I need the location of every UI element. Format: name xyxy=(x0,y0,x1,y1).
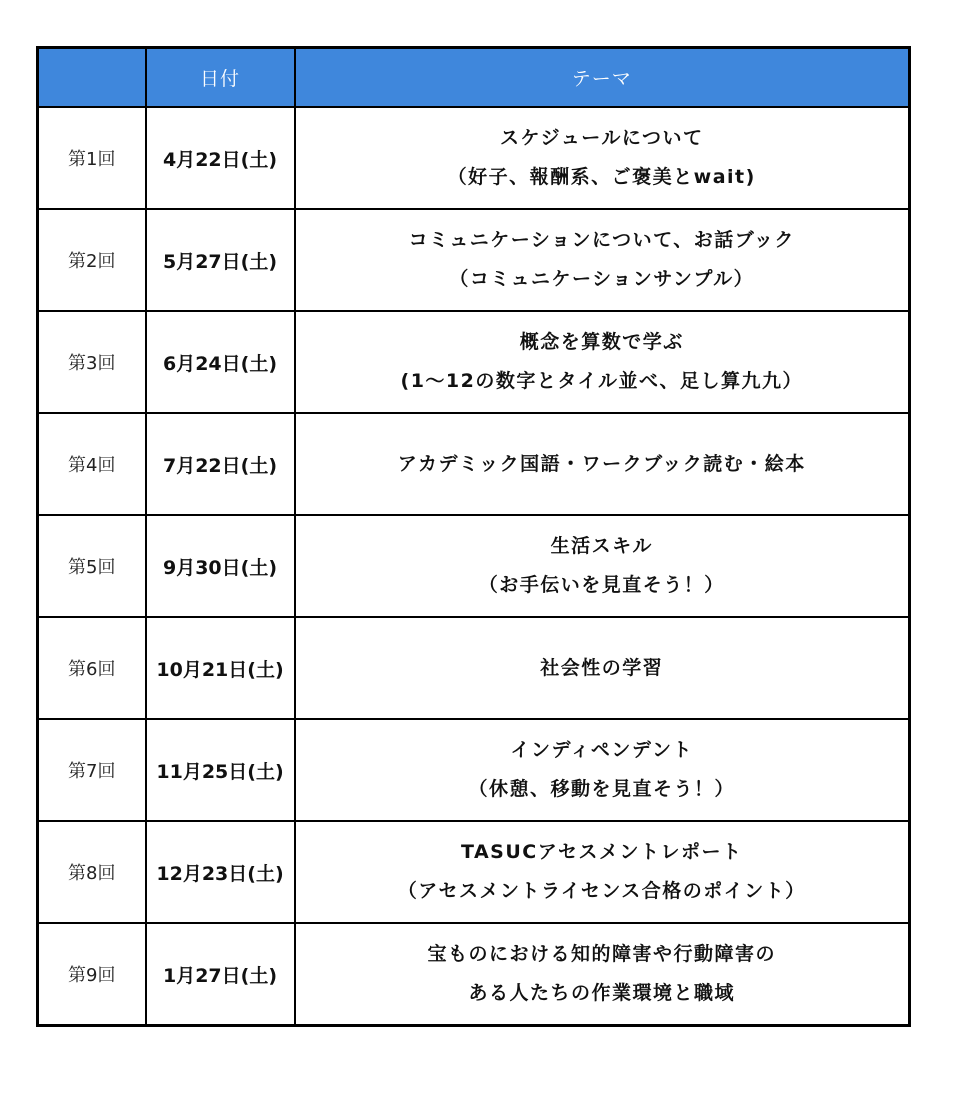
session-number: 第2回 xyxy=(38,209,146,311)
session-date: 1月27日(土) xyxy=(146,923,295,1026)
table-header xyxy=(38,48,910,108)
theme-line: （休憩、移動を見直そう！） xyxy=(468,778,735,800)
session-number: 第4回 xyxy=(38,413,146,515)
session-number: 第7回 xyxy=(38,719,146,821)
theme-line: TASUCアセスメントレポート xyxy=(460,841,743,863)
theme-line: コミュニケーションについて、お話ブック xyxy=(408,229,795,251)
header-date: 日付 xyxy=(146,48,295,108)
theme-line: 宝ものにおける知的障害や行動障害の xyxy=(427,943,776,965)
theme-line: 生活スキル xyxy=(550,535,653,557)
table-row xyxy=(38,209,910,311)
theme-line: （アセスメントライセンス合格のポイント） xyxy=(397,880,806,902)
session-theme xyxy=(295,209,910,311)
table-row xyxy=(38,821,910,923)
session-theme xyxy=(295,617,910,719)
theme-line: （お手伝いを見直そう！） xyxy=(478,574,725,596)
theme-line: インディペンデント xyxy=(510,739,694,761)
table-row xyxy=(38,413,910,515)
theme-line: ある人たちの作業環境と職域 xyxy=(468,982,735,1004)
session-number: 第6回 xyxy=(38,617,146,719)
session-date: 10月21日(土) xyxy=(146,617,295,719)
session-number: 第1回 xyxy=(38,107,146,209)
session-date: 11月25日(土) xyxy=(146,719,295,821)
session-date: 6月24日(土) xyxy=(146,311,295,413)
theme-line: アカデミック国語・ワークブック読む・絵本 xyxy=(397,452,806,475)
table-row xyxy=(38,515,910,617)
table-row xyxy=(38,311,910,413)
theme-line: （コミュニケーションサンプル） xyxy=(449,268,755,290)
header-number xyxy=(38,48,146,108)
session-date: 7月22日(土) xyxy=(146,413,295,515)
session-number: 第8回 xyxy=(38,821,146,923)
session-theme xyxy=(295,821,910,923)
session-theme xyxy=(295,515,910,617)
session-number: 第5回 xyxy=(38,515,146,617)
theme-line: (1〜12の数字とタイル並べ、足し算九九） xyxy=(400,370,803,392)
table-row xyxy=(38,719,910,821)
table-row xyxy=(38,107,910,209)
session-date: 4月22日(土) xyxy=(146,107,295,209)
session-theme xyxy=(295,413,910,515)
session-theme xyxy=(295,719,910,821)
theme-line: 概念を算数で学ぶ xyxy=(519,331,684,353)
theme-line: 社会性の学習 xyxy=(540,656,664,679)
theme-line: スケジュールについて xyxy=(500,127,704,149)
session-date: 5月27日(土) xyxy=(146,209,295,311)
session-theme xyxy=(295,107,910,209)
session-number: 第3回 xyxy=(38,311,146,413)
session-date: 9月30日(土) xyxy=(146,515,295,617)
session-number: 第9回 xyxy=(38,923,146,1026)
table-row xyxy=(38,923,910,1026)
session-date: 12月23日(土) xyxy=(146,821,295,923)
table-row xyxy=(38,617,910,719)
schedule-table xyxy=(36,46,911,1027)
theme-line: （好子、報酬系、ご褒美とwait) xyxy=(447,166,756,188)
table-body xyxy=(38,107,910,1026)
header-theme: テーマ xyxy=(295,48,910,108)
session-theme xyxy=(295,311,910,413)
header-row xyxy=(38,48,910,108)
session-theme xyxy=(295,923,910,1026)
